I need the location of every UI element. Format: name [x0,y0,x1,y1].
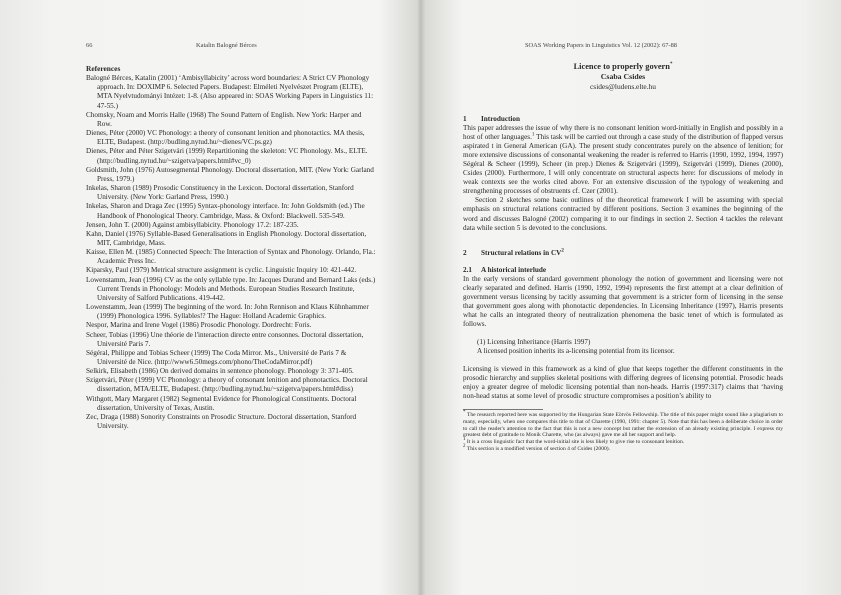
subsection-number: 2.1 [463,265,472,274]
reference-item: Zec, Draga (1988) Sonority Constraints on Prosodic Structure. Doctoral dissertation, Stanford University. [86,412,357,431]
title-footnote-mark: * [669,62,673,68]
references-section [86,64,376,431]
reference-item: Lowenstamm, Jean (1999) The beginning of the word. In: John Rennison and Klaus Kühnhammer (1999) Phonologica 1996. Syllables!? The Hague: Holland Academic Graphics. [86,303,369,321]
running-header-left: Katalin Balogné Bérces [196,42,257,49]
paragraph [463,124,783,196]
reference-item: Selkirk, Elisabeth (1986) On derived domains in sentence phonology. Phonology 3: 371-405. [86,367,354,376]
section-2-heading [463,249,783,258]
footnote-rule [463,409,543,410]
footnote-mark: 2 [561,248,564,254]
author-email: csides@ludens.elte.hu [590,81,656,91]
section-title: Structural relations in CV [481,248,562,257]
footnote-text: It is a cross linguistic fact that the word-initial site is less likely to give rise to consonant lenition. [466,439,685,446]
section-title: Introduction [481,115,521,123]
footnote [463,443,783,453]
article-title [463,62,783,72]
reference-item: Balogné Bérces, Katalin (2001) ‘Ambisyllabicity’ across word boundaries: A Strict CV Phonology approach. In: DOXIMP 6. Selected Papers. Budapest: Elméleti Nyelvészet Program (ELTE), MTA Nyelvtudományi Intézet: 1-8. (Also appeared in: SOAS Working Papers in Linguistics 11: 47-55.) [86,74,374,110]
reference-item: Lowenstamm, Jean (1996) CV as the only syllable type. In: Jacques Durand and Bernard Laks (eds.) Current Trends in Phonology: Models and Methods. European Studies Research Institute, University of Salford Publications. 419-442. [86,275,376,302]
reference-item: Jensen, John T. (2000) Against ambisyllabicity. Phonology 17.2: 187-235. [86,220,299,229]
footnote-mark: 1 [531,132,535,138]
footnote-mark: 1 [463,437,466,443]
reference-item: Inkelas, Sharon (1989) Prosodic Constituency in the Lexicon. Doctoral dissertation, Stanford University. (New York: Garland Press, 1990.) [86,184,354,202]
reference-item: Withgott, Mary Margaret (1982) Segmental Evidence for Phonological Constituents. Doctoral dissertation, University of Texas, Austin. [86,394,357,412]
paragraph-text: This task will be carried out through a case study of the distribution of flapped versus aspirated t in General American (GA). The present study concentrates purely on the absence of lenition; for more extensive discussions of consonantal weakening the reader is referred to Harris (1990, 1992, 1994, 1997) Ségéral & Scheer (1999), Scheer (in prep.) Dienes & Szigetvári (1999), Szigetvári (1999), Dienes (2000), Csides (2000). Furthermore, I will only concentrate on structural aspects here: for discussions of melody in weak contexts see the works cited above. For an extensive discussion of the typology of weakening and strengthening processes of obstruents cf. Czer (2001). [463,133,783,196]
page-number: 66 [86,42,93,49]
section-1-heading [463,115,783,124]
article-body [463,62,783,452]
reference-item: Chomsky, Noam and Morris Halle (1968) The Sound Pattern of English. New York: Harper and Row. [86,110,362,128]
reference-item: Scheer, Tobias (1996) Une théorie de l'interaction directe entre consonnes. Doctoral dissertation, Université Paris 7. [86,330,364,348]
footnote-mark: 2 [463,443,466,449]
reference-item: Kiparsky, Paul (1979) Metrical structure assignment is cyclic. Linguistic Inquiry 10: 421-442. [86,266,357,275]
running-header-right: SOAS Working Papers in Linguistics Vol. 12 (2002): 67-88 [525,42,677,49]
author-name: Csaba Csides [600,72,646,81]
section-number: 1 [463,115,467,123]
subsection-title: A historical interlude [481,265,547,274]
example-label: (1) Licensing Inheritance (Harris 1997) [477,337,591,346]
paragraph: Section 2 sketches some basic outlines of the theoretical framework I will be assuming with special emphasis on structural relations contracted by different positions. Section 3 examines the beginning of the word and discusses Balogné (2002) comparing it to our findings in section 2. Section 4 tackles the relevant data while section 5 is devoted to the conclusions. [463,196,783,232]
title-text: Licence to properly govern [573,62,670,71]
left-page [0,0,418,595]
footnote [463,439,783,446]
reference-item: Szigetvári, Péter (1999) VC Phonology: a theory of consonant lenition and phonotactics. Doctoral dissertation, MTA/ELTE, Budapest. (http://budling.nytud.hu/~szigetva/papers.html#diss) [86,376,368,394]
references-heading: References [86,64,121,73]
paragraph: Licensing is viewed in this framework as a kind of glue that keeps together the different constituents in the prosodic hierarchy and supplies skeletal positions with differing degrees of licensing potential. Prosodic heads enjoy a greater degree of melodic licensing potential than non-heads. Harris (1997:317) claims that ‘having non-head status at some level of prosodic structure compromises a position’s ability to [463,365,783,401]
reference-item: Ségéral, Philippe and Tobias Scheer (1999) The Coda Mirror. Ms., Université de Paris 7 & Université de Nice. (http://www6.50megs.com/phono/TheCodaMirror.pdf) [86,348,347,366]
reference-item: Nespor, Marina and Irene Vogel (1986) Prosodic Phonology. Dordrecht: Foris. [86,321,312,330]
subsection-heading [463,266,783,275]
reference-item: Dienes, Péter and Péter Szigetvári (1999) Repartitioning the skeleton: VC Phonology. Ms., ELTE. (http://budling.nytud.hu/~szigetva/papers.html#vc_0) [86,147,368,165]
footnote [463,412,783,439]
reference-item: Dienes, Péter (2000) VC Phonology: a theory of consonant lenition and phonotactics. MA thesis, ELTE, Budapest. (http://budling.nytud.hu/~dienes/VC.ps.gz) [86,129,365,147]
reference-item: Inkelas, Sharon and Draga Zec (1995) Syntax-phonology interface. In: John Goldsmith (ed.) The Handbook of Phonological Theory. Cambridge, Mass. & Oxford: Blackwell. 535-549. [86,202,365,220]
footnote-text: This section is a modified version of section 4 of Csides (2000). [466,445,611,452]
example-text: A licensed position inherits its a-licensing potential from its licensor. [477,347,675,356]
right-page [423,0,841,595]
paragraph-text: This paper addresses the issue of why there is no consonant lenition word-initially in English and possibly in a host of other languages. [463,124,783,142]
footnote-text: The research reported here was supported by the Hungarian State Eötvös Fellowship. The title of this paper might sound like a plagiarism to many, especially, when one compares this title to that of Charette (1990, 1991: chapter 5). Note that this has been a deliberate choice in order to call the reader's attention to the fact that this is not a new concept but rather the extension of an already existing principle. I express my greatest debt of gratitude to Monik Charette, who (as always) gave me all her support and help. [463,412,783,439]
reference-item: Goldsmith, John (1976) Autosegmental Phonology. Doctoral dissertation, MIT. (New York: Garland Press, 1979.) [86,165,374,183]
paragraph: In the early versions of standard government phonology the notion of government and licensing were not clearly separated and defined. Harris (1990, 1992, 1994) represents the first attempt at a clear definition of government versus licensing by tacitly assuming that government is a stricter form of licensing in the sense that government goes along with phonotactic dependencies. In Licensing Inheritance (1997), Harris presents what he calls an integrated theory of neutralization phenomena the basic tenet of which is formulated as follows. [463,274,783,328]
reference-item: Kahn, Daniel (1976) Syllable-Based Generalisations in English Phonology. Doctoral dissertation, MIT, Cambridge, Mass. [86,229,367,247]
section-number: 2 [463,248,467,257]
footnote-mark: * [463,410,466,416]
reference-item: Kaisse, Ellen M. (1985) Connected Speech: The Interaction of Syntax and Phonology. Orlando, Fla.: Academic Press Inc. [86,248,376,266]
